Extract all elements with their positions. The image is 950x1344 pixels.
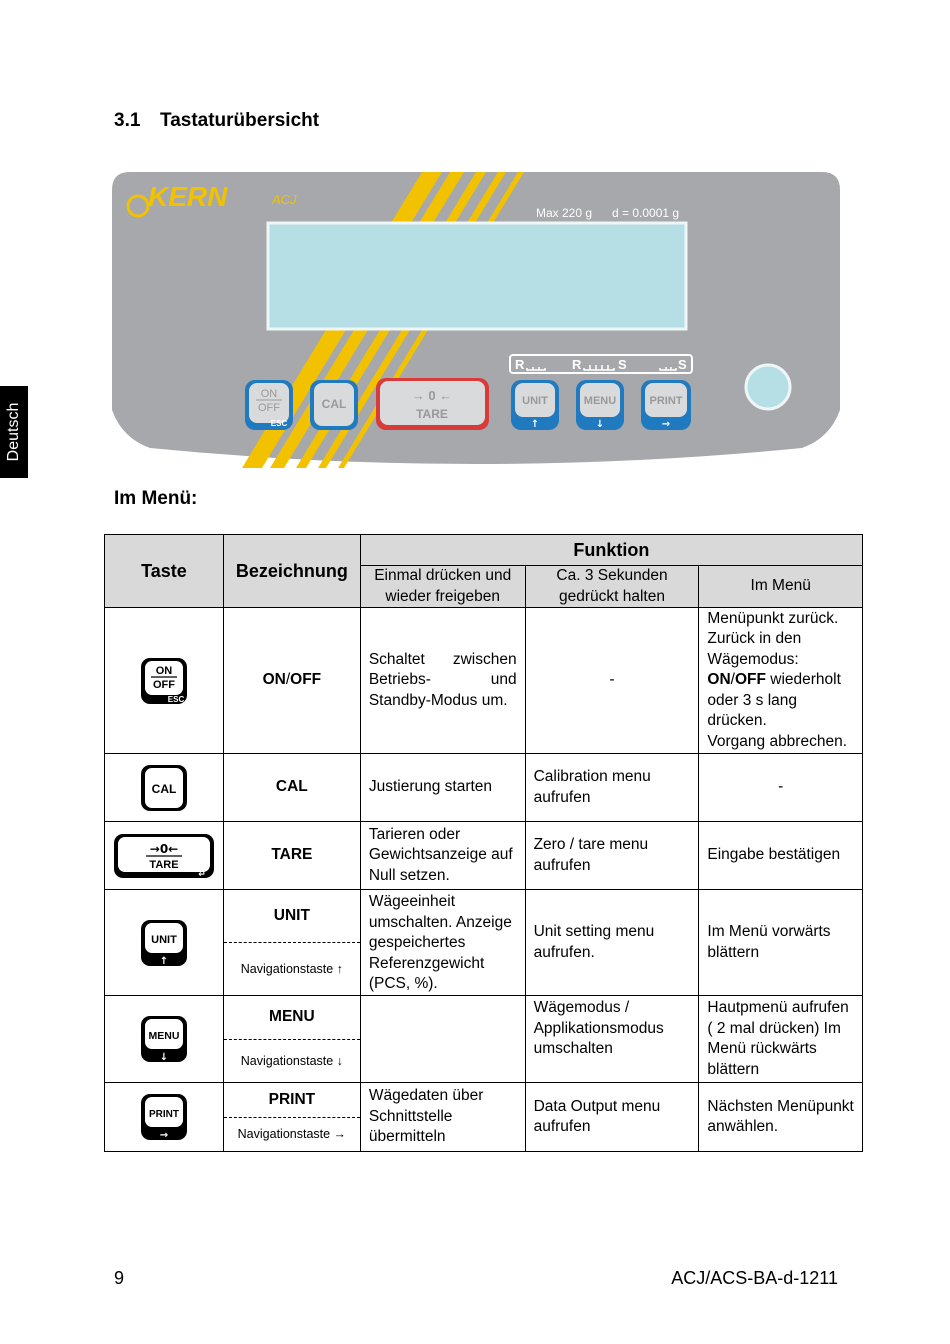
section-title: Tastaturübersicht [160,110,320,131]
unit-key [511,380,559,430]
svg-text:CAL: CAL [321,397,347,411]
svg-text:→: → [661,419,671,430]
unit-name-cell [223,890,360,996]
svg-text:UNIT: UNIT [522,395,548,407]
menu-name: MENU [269,1008,315,1025]
header-bezeichnung: Bezeichnung [223,535,360,608]
cal-key-cell [105,754,224,822]
print-im-menu: Nächsten Menüpunkt anwählen. [699,1083,863,1152]
unit-drei-sek: Unit setting menu aufrufen. [525,890,699,996]
print-einmal: Wägedaten über Schnittstelle übermitteln [360,1083,525,1152]
language-tab: Deutsch [0,386,28,478]
onoff-key-cell [105,608,224,754]
unit-key-cell [105,890,224,996]
spec-max: Max 220 g [536,206,593,220]
cal-key [310,380,358,430]
svg-text:TARE: TARE [416,407,448,421]
header-taste: Taste [105,535,224,608]
menu-im-menu: Hautpmenü aufrufen ( 2 mal drücken) Im Menü rückwärts blättern [699,996,863,1083]
onoff-key-icon [139,656,189,706]
svg-text:CAL: CAL [151,781,177,796]
svg-text:↓: ↓ [159,1052,169,1063]
svg-text:→ 0 ←: → 0 ← [411,388,453,403]
cal-key-icon [139,763,189,813]
section-heading [114,110,319,132]
svg-text:UNIT: UNIT [151,933,177,946]
svg-text:→: → [159,1130,169,1141]
svg-text:ON: ON [260,388,278,400]
svg-text:ON: ON [155,664,173,677]
cal-drei-sek: Calibration menu aufrufen [525,754,699,822]
svg-text:ESC: ESC [167,694,185,704]
svg-text:→0←: →0← [149,841,179,856]
print-key [641,380,691,430]
onoff-drei-sek: - [525,608,699,754]
menu-nav-label: Navigationstaste ↓ [224,1039,360,1083]
svg-text:↵: ↵ [198,869,206,880]
onoff-name: ON/OFF [223,608,360,754]
table-row [105,890,863,996]
menu-key [576,380,624,430]
brand-text: KERN [148,181,228,212]
unit-key-icon [139,918,189,968]
tare-key-icon [112,831,216,881]
cal-name: CAL [223,754,360,822]
svg-text:R: R [572,357,582,372]
print-name: PRINT [268,1090,316,1108]
onoff-key [245,380,293,430]
header-funktion: Funktion [360,535,862,566]
svg-text:OFF: OFF [152,678,175,691]
cal-im-menu: - [699,754,863,822]
header-im-menu: Im Menü [699,566,863,608]
print-key-cell [105,1083,224,1152]
tare-name: TARE [223,822,360,890]
table-row [105,996,863,1083]
svg-text:PRINT: PRINT [649,395,683,407]
print-name-cell [223,1083,360,1152]
svg-text:↑: ↑ [530,419,540,430]
key-function-table [104,534,863,1152]
svg-text:S: S [678,357,687,372]
tare-einmal: Tarieren oder Gewichtsanzeige auf Null setzen. [360,822,525,890]
svg-text:MENU: MENU [583,395,617,407]
menu-key-icon [139,1014,189,1064]
menu-key-cell [105,996,224,1083]
unit-im-menu: Im Menü vorwärts blättern [699,890,863,996]
header-drei-sek: Ca. 3 Sekunden gedrückt halten [525,566,699,608]
print-nav-label: Navigationstaste → [224,1117,360,1152]
menu-heading: Im Menü: [114,488,198,509]
tare-drei-sek: Zero / tare menu aufrufen [525,822,699,890]
menu-name-cell [223,996,360,1083]
table-row [105,822,863,890]
keyboard-panel-illustration [112,170,840,468]
unit-nav-label: Navigationstaste ↑ [224,942,360,995]
svg-text:TARE: TARE [149,858,179,871]
svg-text:OFF: OFF [258,402,280,414]
svg-text:R: R [515,357,525,372]
menu-drei-sek: Wägemodus / Applikationsmodus umschalten [525,996,699,1083]
svg-text:PRINT: PRINT [148,1109,179,1120]
unit-name: UNIT [273,906,310,924]
tare-key-cell [105,822,224,890]
cal-einmal: Justierung starten [360,754,525,822]
tare-key [376,378,489,430]
lcd-display [268,223,686,329]
document-code: ACJ/ACS-BA-d-1211 [671,1268,838,1288]
svg-text:↑: ↑ [159,955,169,967]
spec-d: d = 0.0001 g [612,206,680,220]
print-drei-sek: Data Output menu aufrufen [525,1083,699,1152]
level-indicator [746,365,790,409]
table-row [105,608,863,754]
menu-einmal [360,996,525,1083]
svg-text:↓: ↓ [595,419,605,430]
svg-text:ESC: ESC [270,419,288,428]
section-number: 3.1 [114,110,141,131]
table-row [105,1083,863,1152]
onoff-einmal: Schaltet zwischen Betriebs- und Standby-Modus um. [360,608,525,754]
header-einmal: Einmal drücken und wieder freigeben [360,566,525,608]
table-row [105,754,863,822]
onoff-im-menu: Menüpunkt zurück. Zurück in den Wägemodus: ON/OFF wiederholt oder 3 s lang drücken. Vorgang abbrechen. [699,608,863,754]
unit-einmal: Wägeeinheit umschalten. Anzeige gespeichertes Referenzgewicht (PCS, %). [360,890,525,996]
model-text: ACJ [272,192,297,207]
svg-text:S: S [618,357,627,372]
svg-text:MENU: MENU [148,1030,180,1042]
page-number: 9 [114,1268,125,1288]
tare-im-menu: Eingabe bestätigen [699,822,863,890]
print-key-icon [139,1092,189,1142]
